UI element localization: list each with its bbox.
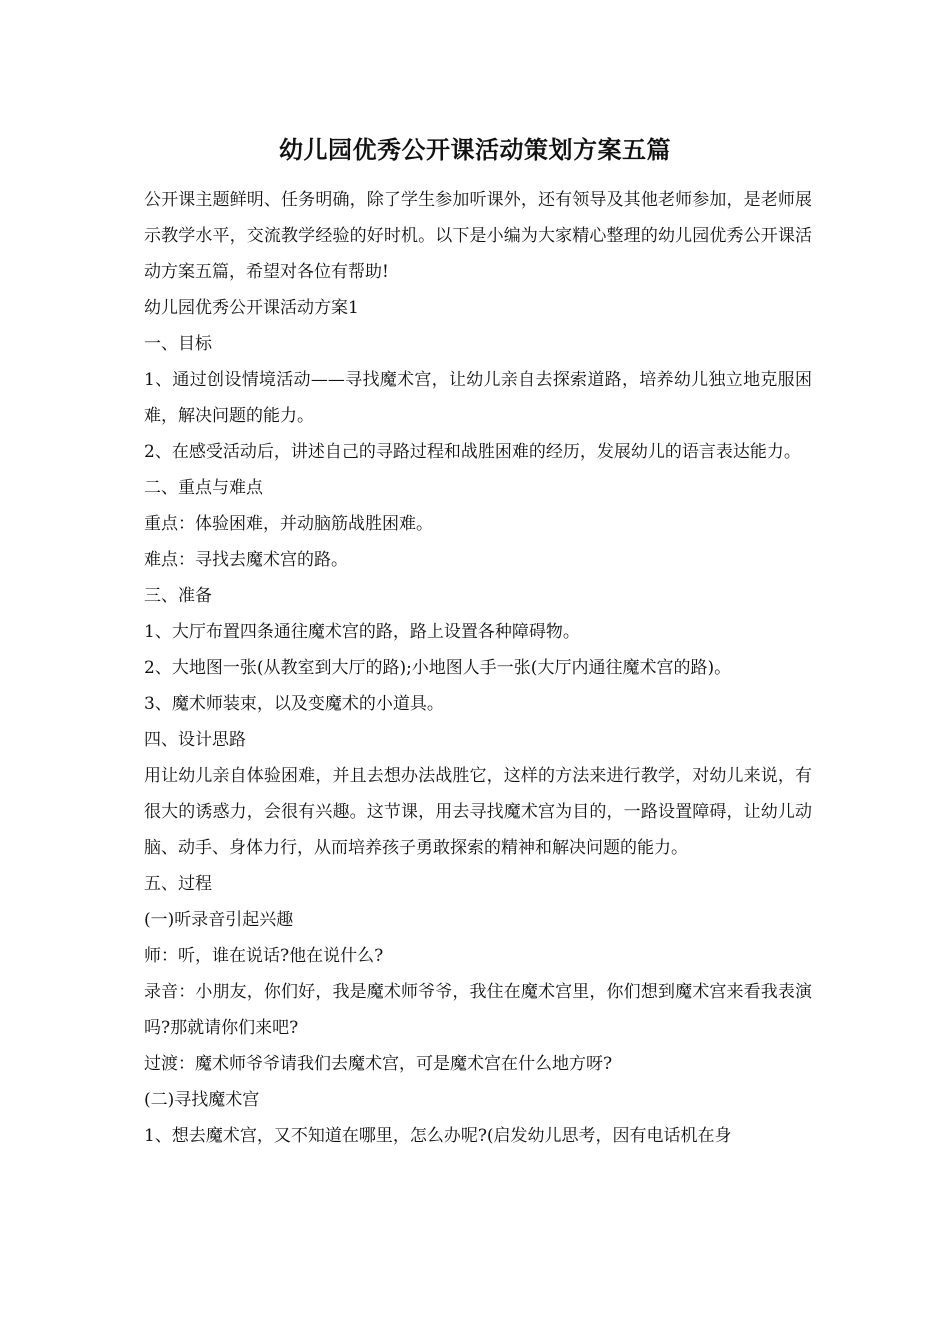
- subheading-find-palace: (二)寻找魔术宫: [144, 1090, 260, 1110]
- document-title: 幼儿园优秀公开课活动策划方案五篇: [279, 135, 671, 164]
- paragraph-find-1: 1、想去魔术宫，又不知道在哪里，怎么办呢?(启发幼儿思考，因有电话机在身: [144, 1126, 732, 1146]
- paragraph-goal-1: 1、通过创设情境活动——寻找魔术宫，让幼儿亲自去探索道路，培养幼儿独立地克服困难，解决问题的能力。: [144, 370, 812, 426]
- paragraph-design: 用让幼儿亲自体验困难，并且去想办法战胜它，这样的方法来进行教学，对幼儿来说，有很大的诱惑力，会很有兴趣。这节课，用去寻找魔术宫为目的，一路设置障碍，让幼儿动脑、动手、身体力行，从而培养孩子勇敢探索的精神和解决问题的能力。: [144, 766, 812, 858]
- subheading-recording: (一)听录音引起兴趣: [144, 910, 294, 930]
- document-body: [144, 182, 812, 1154]
- section-heading-plan-1: 幼儿园优秀公开课活动方案1: [144, 298, 359, 318]
- paragraph-transition: 过渡：魔术师爷爷请我们去魔术宫，可是魔术宫在什么地方呀?: [144, 1054, 613, 1074]
- paragraph-teacher: 师：听，谁在说话?他在说什么?: [144, 946, 384, 966]
- heading-goals: 一、目标: [144, 334, 212, 354]
- paragraph-goal-2: 2、在感受活动后，讲述自己的寻路过程和战胜困难的经历，发展幼儿的语言表达能力。: [144, 442, 801, 462]
- heading-key-points: 二、重点与难点: [144, 478, 263, 498]
- paragraph-recording: 录音：小朋友，你们好，我是魔术师爷爷，我住在魔术宫里，你们想到魔术宫来看我表演吗?那就请你们来吧?: [144, 982, 812, 1038]
- heading-design: 四、设计思路: [144, 730, 246, 750]
- paragraph-prep-2: 2、大地图一张(从教室到大厅的路);小地图人手一张(大厅内通往魔术宫的路)。: [144, 658, 732, 678]
- paragraph-prep-1: 1、大厅布置四条通往魔术宫的路，路上设置各种障碍物。: [144, 622, 580, 642]
- paragraph-key-point: 重点：体验困难，并动脑筋战胜困难。: [144, 514, 433, 534]
- paragraph-intro: 公开课主题鲜明、任务明确，除了学生参加听课外，还有领导及其他老师参加，是老师展示教学水平，交流教学经验的好时机。以下是小编为大家精心整理的幼儿园优秀公开课活动方案五篇，希望对各位有帮助!: [144, 190, 812, 282]
- paragraph-difficulty: 难点：寻找去魔术宫的路。: [144, 550, 348, 570]
- heading-preparation: 三、准备: [144, 586, 212, 606]
- paragraph-prep-3: 3、魔术师装束，以及变魔术的小道具。: [144, 694, 444, 714]
- heading-process: 五、过程: [144, 874, 212, 894]
